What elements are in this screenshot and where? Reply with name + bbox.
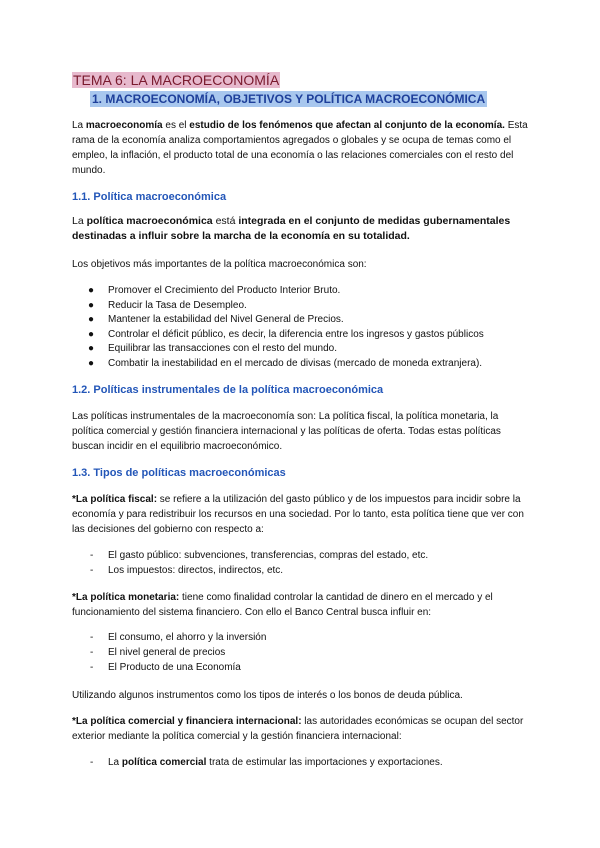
section-1-3-heading: 1.3. Tipos de políticas macroeconómicas	[72, 467, 286, 479]
instruments-paragraph: Utilizando algunos instrumentos como los tipos de interés o los bonos de deuda pública.	[72, 690, 463, 701]
dash-icon: -	[90, 662, 94, 673]
dash-icon: -	[90, 565, 94, 576]
dash-icon: -	[90, 757, 94, 768]
dash-icon: -	[90, 632, 94, 643]
section-1-1-heading: 1.1. Política macroeconómica	[72, 191, 227, 203]
macro-policy-paragraph: La política macroeconómica está integrada en el conjunto de medidas gubernamentales destinadas a influir sobre la marcha de la economía en su totalidad.	[72, 215, 511, 242]
intro-paragraph: La macroeconomía es el estudio de los fenómenos que afectan al conjunto de la economía. Esta rama de la economía analiza comportamientos agregados o globales y se ocupa de temas como el empleo, la inflación, el producto total de una economía o las relaciones comerciales con el resto del mundo.	[72, 120, 528, 176]
fiscal-policy-paragraph: *La política fiscal: se refiere a la utilización del gasto público y de los impuestos para incidir sobre la economía y para redistribuir los recursos en una sociedad. Por lo tanto, esta política tiene que ver con las decisiones del gobierno con respecto a:	[72, 494, 524, 535]
section-1-heading: 1. MACROECONOMÍA, OBJETIVOS Y POLÍTICA MACROECONÓMICA	[92, 92, 486, 106]
dash-icon: -	[90, 647, 94, 658]
trade-policy-paragraph: *La política comercial y financiera internacional: las autoridades económicas se ocupan del sector exterior mediante la política comercial y la gestión financiera internacional:	[72, 716, 524, 742]
bullet-icon: ●	[88, 299, 95, 311]
monetary-policy-paragraph: *La política monetaria: tiene como finalidad controlar la cantidad de dinero en el mercado y el funcionamiento del sistema financiero. Con ello el Banco Central busca influir en:	[72, 592, 493, 618]
objectives-intro: Los objetivos más importantes de la política macroeconómica son:	[72, 259, 367, 270]
instrumental-policies-paragraph: Las políticas instrumentales de la macroeconomía son: La política fiscal, la política monetaria, la política comercial y gestión financiera internacional y las políticas de oferta. Todas estas políticas buscan incidir en el equilibrio macroeconómico.	[72, 411, 501, 452]
page-title: TEMA 6: LA MACROECONOMÍA	[73, 72, 280, 88]
section-1-2-heading: 1.2. Políticas instrumentales de la política macroeconómica	[72, 384, 384, 396]
bullet-icon: ●	[88, 314, 95, 325]
document-page: TEMA 6: LA MACROECONOMÍA 1. MACROECONOMÍA, OBJETIVOS Y POLÍTICA MACROECONÓMICA La macroeconomía es el estudio de los fenómenos que afectan al conjunto de la economía. Esta rama de la economía analiza comportamientos agregados o globales y se ocupa de temas como el empleo, la inflación, el producto total de una economía o las relaciones comerciales con el resto del mundo. 1.1. Política macroeconómica La política macroeconómica está integrada en el conjunto de medidas gubernamentales destinadas a influir sobre la marcha de la economía en su totalidad. Los objetivos más importantes de la política macroeconómica son: ● Promover el Crecimiento del Producto Interior Bruto. ● Reducir la Tasa de Desempleo. ● Mantener la estabilidad del Nivel General de Precios. ● Controlar el déficit público, es decir, la diferencia entre los ingresos y gastos públicos ● Equilibrar las transacciones con el resto del mundo. ● Combatir la inestabilidad en el mercado de divisas (mercado de moneda extranjera). 1.2. Políticas instrumentales de la política macroeconómica Las políticas instrumentales de la macroeconomía son: La política fiscal, la política monetaria, la política comercial y gestión financiera internacional y las políticas de oferta. Todas estas políticas buscan incidir en el equilibrio macroeconómico. 1.3. Tipos de políticas macroeconómicas *La política fiscal: se refiere a la utilización del gasto público y de los impuestos para incidir sobre la economía y para redistribuir los recursos en una sociedad. Por lo tanto, esta política tiene que ver con las decisiones del gobierno con respecto a: - El gasto público: subvenciones, transferencias, compras del estado, etc. - Los impuestos: directos, indirectos, etc. *La política monetaria: tiene como finalidad controlar la cantidad de dinero en el mercado y el funcionamiento del sistema financiero. Con ello el Banco Central busca influir en: - El consumo, el ahorro y la inversión - El nivel general de precios - El Producto de una Economía Utilizando algunos instrumentos como los tipos de interés o los bonos de deuda pública. *La política comercial y financiera internacional: las autoridades económicas se ocupan del sector exterior mediante la política comercial y la gestión financiera internacional: - La política comercial trata de estimular las importaciones y exportaciones.	[0, 0, 600, 848]
bullet-icon: ●	[88, 285, 95, 296]
bullet-icon: ●	[88, 357, 95, 369]
bullet-icon: ●	[88, 328, 95, 340]
dash-icon: -	[90, 550, 94, 561]
bullet-icon: ●	[88, 343, 95, 354]
